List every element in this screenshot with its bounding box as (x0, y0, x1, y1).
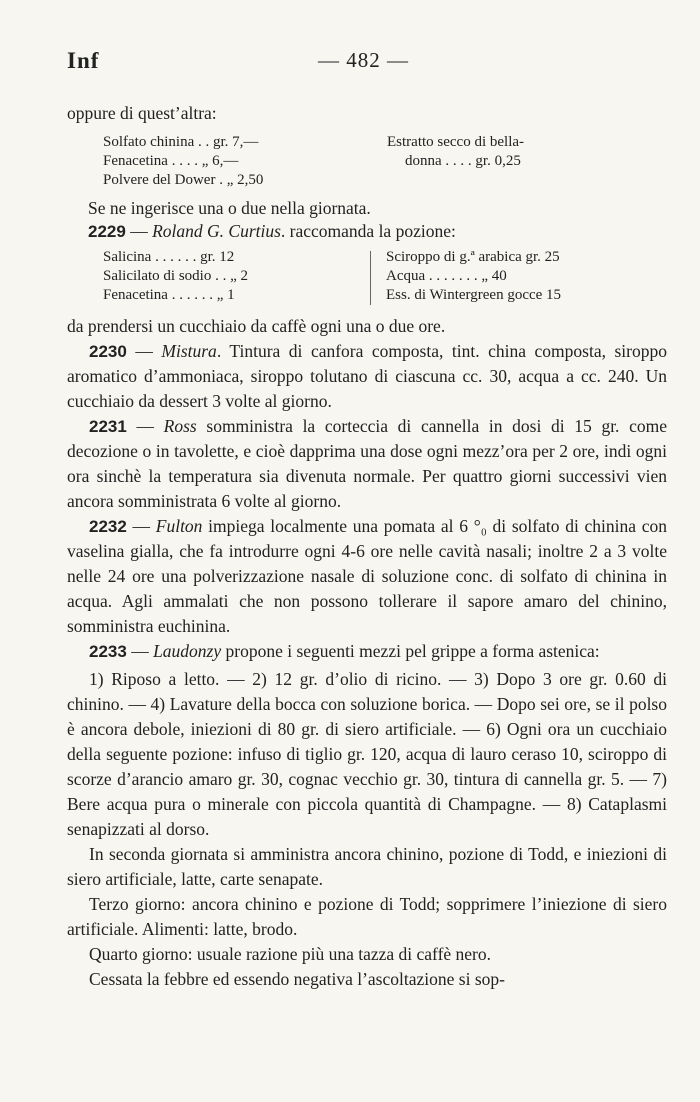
dose-note-1: Se ne ingerisce una o due nella giornata. (88, 198, 371, 218)
entry-text: . raccomanda la pozione: (280, 221, 456, 241)
entry-author: Ross (163, 416, 197, 436)
entry-number: 2233 (89, 642, 127, 661)
entry-2229 (88, 220, 456, 243)
entry-author: Roland G. Curtius (152, 221, 281, 241)
recipe-line: Polvere del Dower . „ 2,50 (103, 172, 264, 188)
entry-number: 2229 (88, 222, 126, 241)
page-number: — 482 — (318, 48, 409, 72)
recipe-line: Ess. di Wintergreen gocce 15 (386, 287, 562, 303)
entry-2231: 2231 — Ross somministra la corteccia di cannella in dosi di 15 gr. come decozione o in tavolette, e cioè dapprima una dose ogni mezz’ora per 2 ore, indi ogni ora sinchè la temperatura sia divenuta normale. Per quattro giorni successivi vien ancora somministrata 6 volte al giorno. (67, 416, 667, 511)
recipe-line: Salicilato di sodio . . „ 2 (103, 268, 248, 284)
recipe-line: Solfato chinina . . gr. 7,— (103, 134, 259, 150)
entry-number: 2230 (89, 342, 127, 361)
entry-text: somministra la corteccia di cannella in dosi di 15 gr. come decozione o in tavolette, e cioè dapprima una dose ogni mezz’ora per 2 ore, indi ogni ora sinchè la temperatura sia divenuta normale. Per quattro giorni successivi vien ancora somministrata 6 volte al giorno. (67, 416, 667, 511)
entry-author: Laudonzy (153, 641, 222, 661)
main-text (67, 339, 667, 992)
entry-dash: — (125, 221, 153, 241)
recipe-line: donna . . . . gr. 0,25 (405, 153, 521, 169)
entry-number: 2231 (89, 417, 127, 436)
intro-line: oppure di quest’altra: (67, 103, 217, 123)
day-two: In seconda giornata si amministra ancora chinino, pozione di Todd, e iniezioni di siero artificiale, latte, carte senapate. (67, 844, 667, 889)
recipe-2-left (103, 248, 248, 305)
entry-2230: 2230 — Mistura. Tintura di canfora composta, tint. china composta, siroppo aromatico d’ammoniaca, siroppo tolutano di ciascuna cc. 30, acqua a cc. 240. Un cucchiaio da dessert 3 volte al giorno. (67, 341, 667, 411)
recipe-line: Sciroppo di g.ª arabica gr. 25 (386, 249, 560, 265)
recipe-line: Estratto secco di bella- (387, 134, 525, 150)
entry-number: 2232 (89, 517, 127, 536)
recipe-divider (370, 251, 371, 305)
closing-line: Cessata la febbre ed essendo negativa l’ascoltazione si sop- (89, 969, 505, 989)
recipe-line: Fenacetina . . . . . . „ 1 (103, 287, 235, 303)
recipe-1-right (387, 133, 524, 171)
recipe-line: Salicina . . . . . . gr. 12 (103, 249, 235, 265)
entry-author: Fulton (155, 516, 203, 536)
entry-text: propone i seguenti mezzi pel grippe a forma astenica: (221, 641, 600, 661)
entry-author: Mistura (161, 341, 217, 361)
day-three: Terzo giorno: ancora chinino e pozione di Todd; sopprimere l’iniezione di siero artificiale. Alimenti: latte, brodo. (67, 894, 667, 939)
recipe-line: Acqua . . . . . . . „ 40 (386, 268, 507, 284)
recipe-line: Fenacetina . . . . „ 6,— (103, 153, 239, 169)
treatment-list: 1) Riposo a letto. — 2) 12 gr. d’olio di ricino. — 3) Dopo 3 ore gr. 0.60 di chinino. — 4) Lavature della bocca con soluzione borica. — Dopo sei ore, se il polso è ancora debole, iniezioni di 80 gr. di siero artificiale. — 6) Ogni ora un cucchiaio della seguente pozione: infuso di tiglio gr. 120, acqua di lauro ceraso 10, sciroppo di scorze d’arancio amaro gr. 30, cognac vecchio gr. 30, tintura di cannella gr. 5. — 7) Bere acqua pura o minerale con piccola quantità di Champagne. — 8) Cataplasmi senapizzati al dorso. (67, 669, 667, 839)
recipe-1-left (103, 133, 263, 190)
dose-note-2: da prendersi un cucchiaio da caffè ogni una o due ore. (67, 316, 446, 336)
recipe-2-right (386, 248, 561, 305)
day-four: Quarto giorno: usuale razione più una tazza di caffè nero. (89, 944, 492, 964)
entry-2232: 2232 — Fulton impiega localmente una pomata al 6 °₀ di solfato di chinina con vaselina gialla, che fa introdurre ogni 4-6 ore nelle cavità nasali; inoltre 2 a 3 volte nelle 24 ore una polverizzazione nasale di soluzione conc. di solfato di chinina in acqua. Agli ammalati che non possono tollerare il sapore amaro del chinino, somministra euchinina. (67, 516, 668, 636)
entry-2233: 2233 — Laudonzy propone i seguenti mezzi pel grippe a forma astenica: (89, 641, 600, 661)
entry-text: impiega localmente una pomata al 6 °₀ di solfato di chinina con vaselina gialla, che fa introdurre ogni 4-6 ore nelle cavità nasali; inoltre 2 a 3 volte nelle 24 ore una polverizzazione nasale di soluzione conc. di solfato di chinina in acqua. Agli ammalati che non possono tollerare il sapore amaro del chinino, somministra euchinina. (67, 516, 668, 636)
entry-text: . Tintura di canfora composta, tint. china composta, siroppo aromatico d’ammoniaca, siroppo tolutano di ciascuna cc. 30, acqua a cc. 240. Un cucchiaio da dessert 3 volte al giorno. (67, 341, 667, 411)
running-head: Inf (67, 48, 100, 73)
